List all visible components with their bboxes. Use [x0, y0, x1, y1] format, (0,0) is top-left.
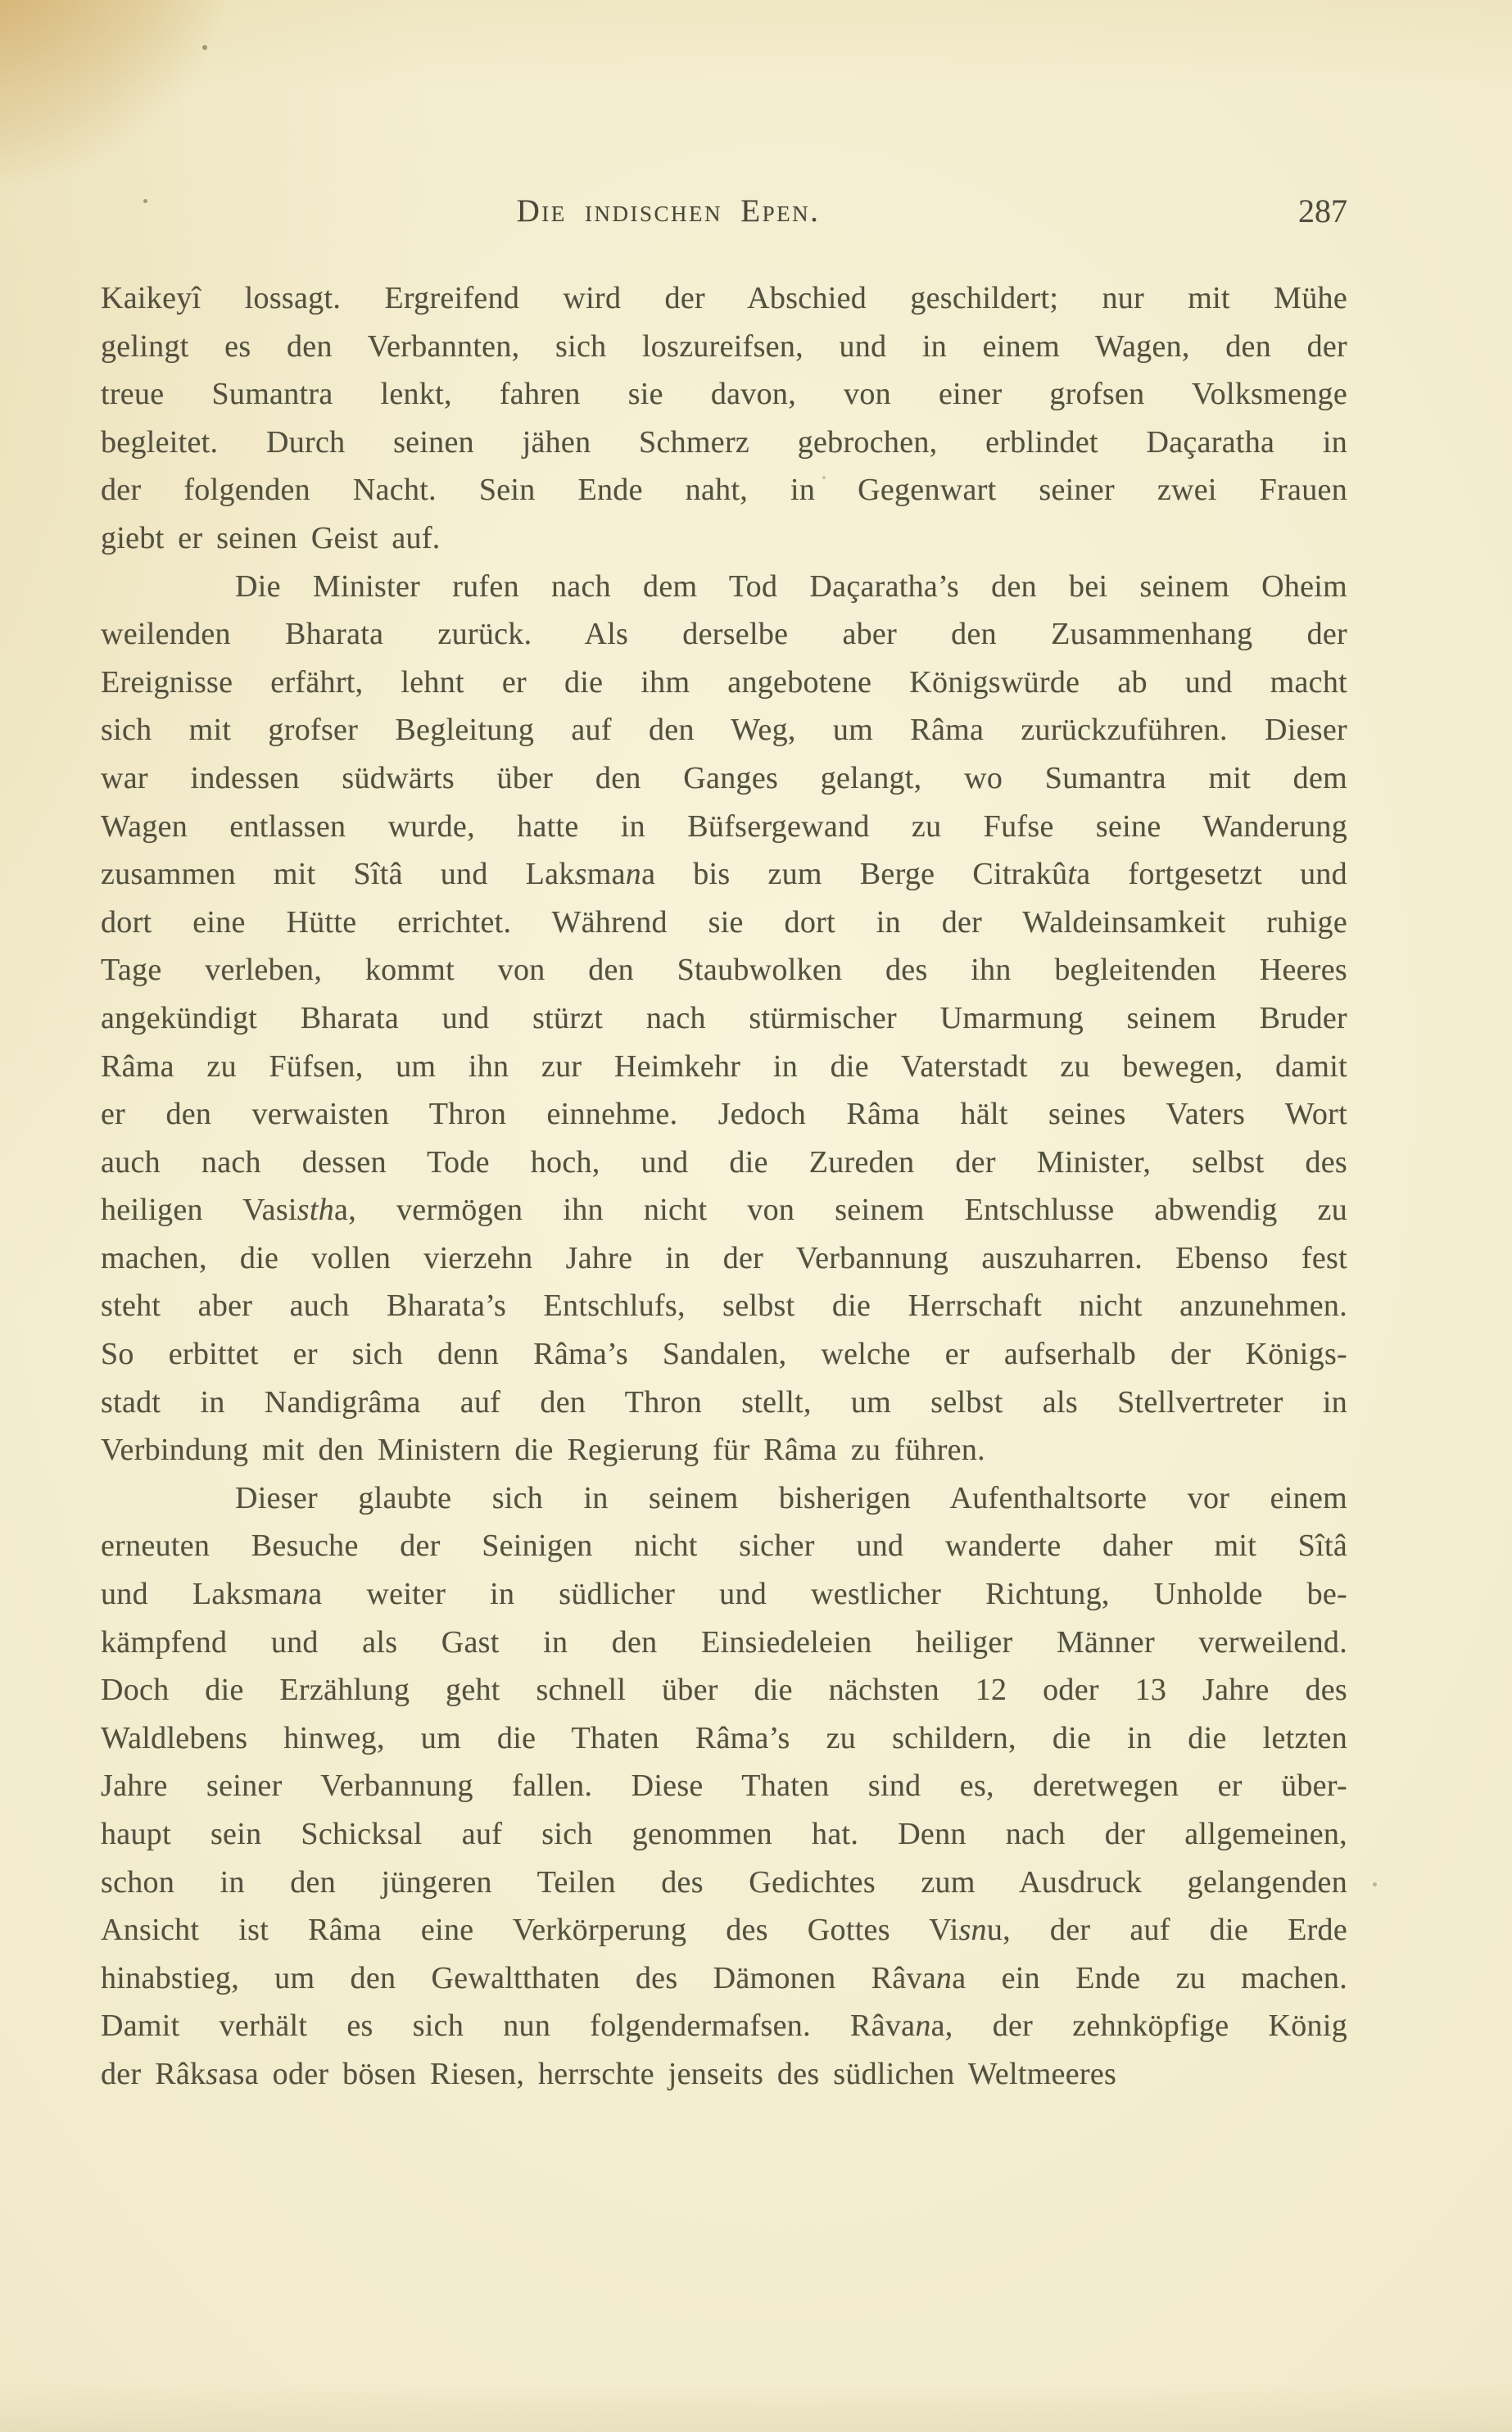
text-line: haupt sein Schicksal auf sich genommen hat. Denn nach der allgemeinen,	[101, 1817, 1347, 1851]
text-line: angekündigt Bharata und stürzt nach stürmischer Umarmung seinem Bruder	[101, 1000, 1347, 1035]
text-line: stadt in Nandigrâma auf den Thron stellt, um selbst als Stellvertreter in	[101, 1384, 1347, 1420]
text-line: Die Minister rufen nach dem Tod Daçaratha’s den bei seinem Oheim	[235, 568, 1347, 604]
text-line: Dieser glaubte sich in seinem bisherigen Aufenthaltsorte vor einem	[235, 1480, 1347, 1515]
text-line: weilenden Bharata zurück. Als derselbe aber den Zusammenhang der	[101, 617, 1347, 652]
text-line: Jahre seiner Verbannung fallen. Diese Thaten sind es, deretwegen er über-	[101, 1769, 1347, 1804]
text-line: auch nach dessen Tode hoch, und die Zureden der Minister, selbst des	[101, 1144, 1347, 1180]
text-line: steht aber auch Bharata’s Entschlufs, selbst die Herrschaft nicht anzunehmen.	[101, 1288, 1347, 1324]
text-line: und Laksmana weiter in südlicher und westlicher Richtung, Unholde be-	[101, 1577, 1347, 1612]
text-line: Râma zu Füfsen, um ihn zur Heimkehr in die Vaterstadt zu bewegen, damit	[101, 1048, 1347, 1084]
text-line: Doch die Erzählung geht schnell über die nächsten 12 oder 13 Jahre des	[101, 1673, 1347, 1708]
text-line: sich mit grofser Begleitung auf den Weg, um Râma zurückzuführen. Dieser	[101, 713, 1347, 748]
paper-speck	[202, 45, 207, 50]
text-line: Damit verhält es sich nun folgendermafsen. Râvana, der zehnköpfige König	[101, 2009, 1347, 2044]
text-line: er den verwaisten Thron einnehme. Jedoch Râma hält seines Vaters Wort	[101, 1097, 1347, 1132]
text-line: So erbittet er sich denn Râma’s Sandalen, welche er aufserhalb der Königs-	[101, 1337, 1347, 1372]
text-line: Verbindung mit den Ministern die Regierung für Râma zu führen.	[101, 1433, 985, 1468]
text-line: Ansicht ist Râma eine Verkörperung des Gottes Visnu, der auf die Erde	[101, 1913, 1347, 1948]
text-line: heiligen Vasistha, vermögen ihn nicht von seinem Entschlusse abwendig zu	[101, 1193, 1348, 1228]
page-header	[101, 192, 1347, 231]
text-line: begleitet. Durch seinen jähen Schmerz gebrochen, erblindet Daçaratha in	[101, 424, 1347, 460]
running-title: Die indischen Epen.	[516, 193, 821, 229]
text-line: Waldlebens hinweg, um die Thaten Râma’s zu schildern, die in die letzten	[101, 1720, 1347, 1755]
text-line: der folgenden Nacht. Sein Ende naht, in Gegenwart seiner zwei Frauen	[101, 473, 1347, 508]
text-line: dort eine Hütte errichtet. Während sie dort in der Waldeinsamkeit ruhige	[101, 904, 1347, 940]
text-line: erneuten Besuche der Seinigen nicht sicher und wanderte daher mit Sîtâ	[101, 1528, 1347, 1564]
text-line: Wagen entlassen wurde, hatte in Büfsergewand zu Fufse seine Wanderung	[101, 808, 1347, 844]
text-line: Tage verleben, kommt von den Staubwolken des ihn begleitenden Heeres	[101, 953, 1347, 988]
text-line: kämpfend und als Gast in den Einsiedeleien heiliger Männer verweilend.	[101, 1624, 1347, 1660]
text-line: giebt er seinen Geist auf.	[101, 520, 441, 555]
text-line: schon in den jüngeren Teilen des Gedichtes zum Ausdruck gelangenden	[101, 1864, 1347, 1900]
text-line: der Râksasa oder bösen Riesen, herrschte jenseits des südlichen Weltmeeres	[101, 2056, 1117, 2091]
text-line: gelingt es den Verbannten, sich loszureifsen, und in einem Wagen, den der	[101, 328, 1347, 364]
text-line: machen, die vollen vierzehn Jahre in der Verbannung auszuharren. Ebenso fest	[101, 1240, 1347, 1275]
paper-speck	[1373, 1882, 1377, 1886]
text-line: zusammen mit Sîtâ und Laksmana bis zum Berge Citrakûta fortgesetzt und	[101, 857, 1347, 892]
text-line: hinabstieg, um den Gewaltthaten des Dämonen Râvana ein Ende zu machen.	[101, 1960, 1347, 1995]
text-block	[101, 274, 1347, 2099]
text-line: war indessen südwärts über den Ganges gelangt, wo Sumantra mit dem	[101, 760, 1347, 795]
text-line: Ereignisse erfährt, lehnt er die ihm angebotene Königswürde ab und macht	[101, 664, 1347, 700]
text-line: treue Sumantra lenkt, fahren sie davon, von einer grofsen Volksmenge	[101, 377, 1347, 412]
page-number: 287	[1298, 192, 1347, 229]
text-line: Kaikeyî lossagt. Ergreifend wird der Abschied geschildert; nur mit Mühe	[101, 281, 1347, 315]
